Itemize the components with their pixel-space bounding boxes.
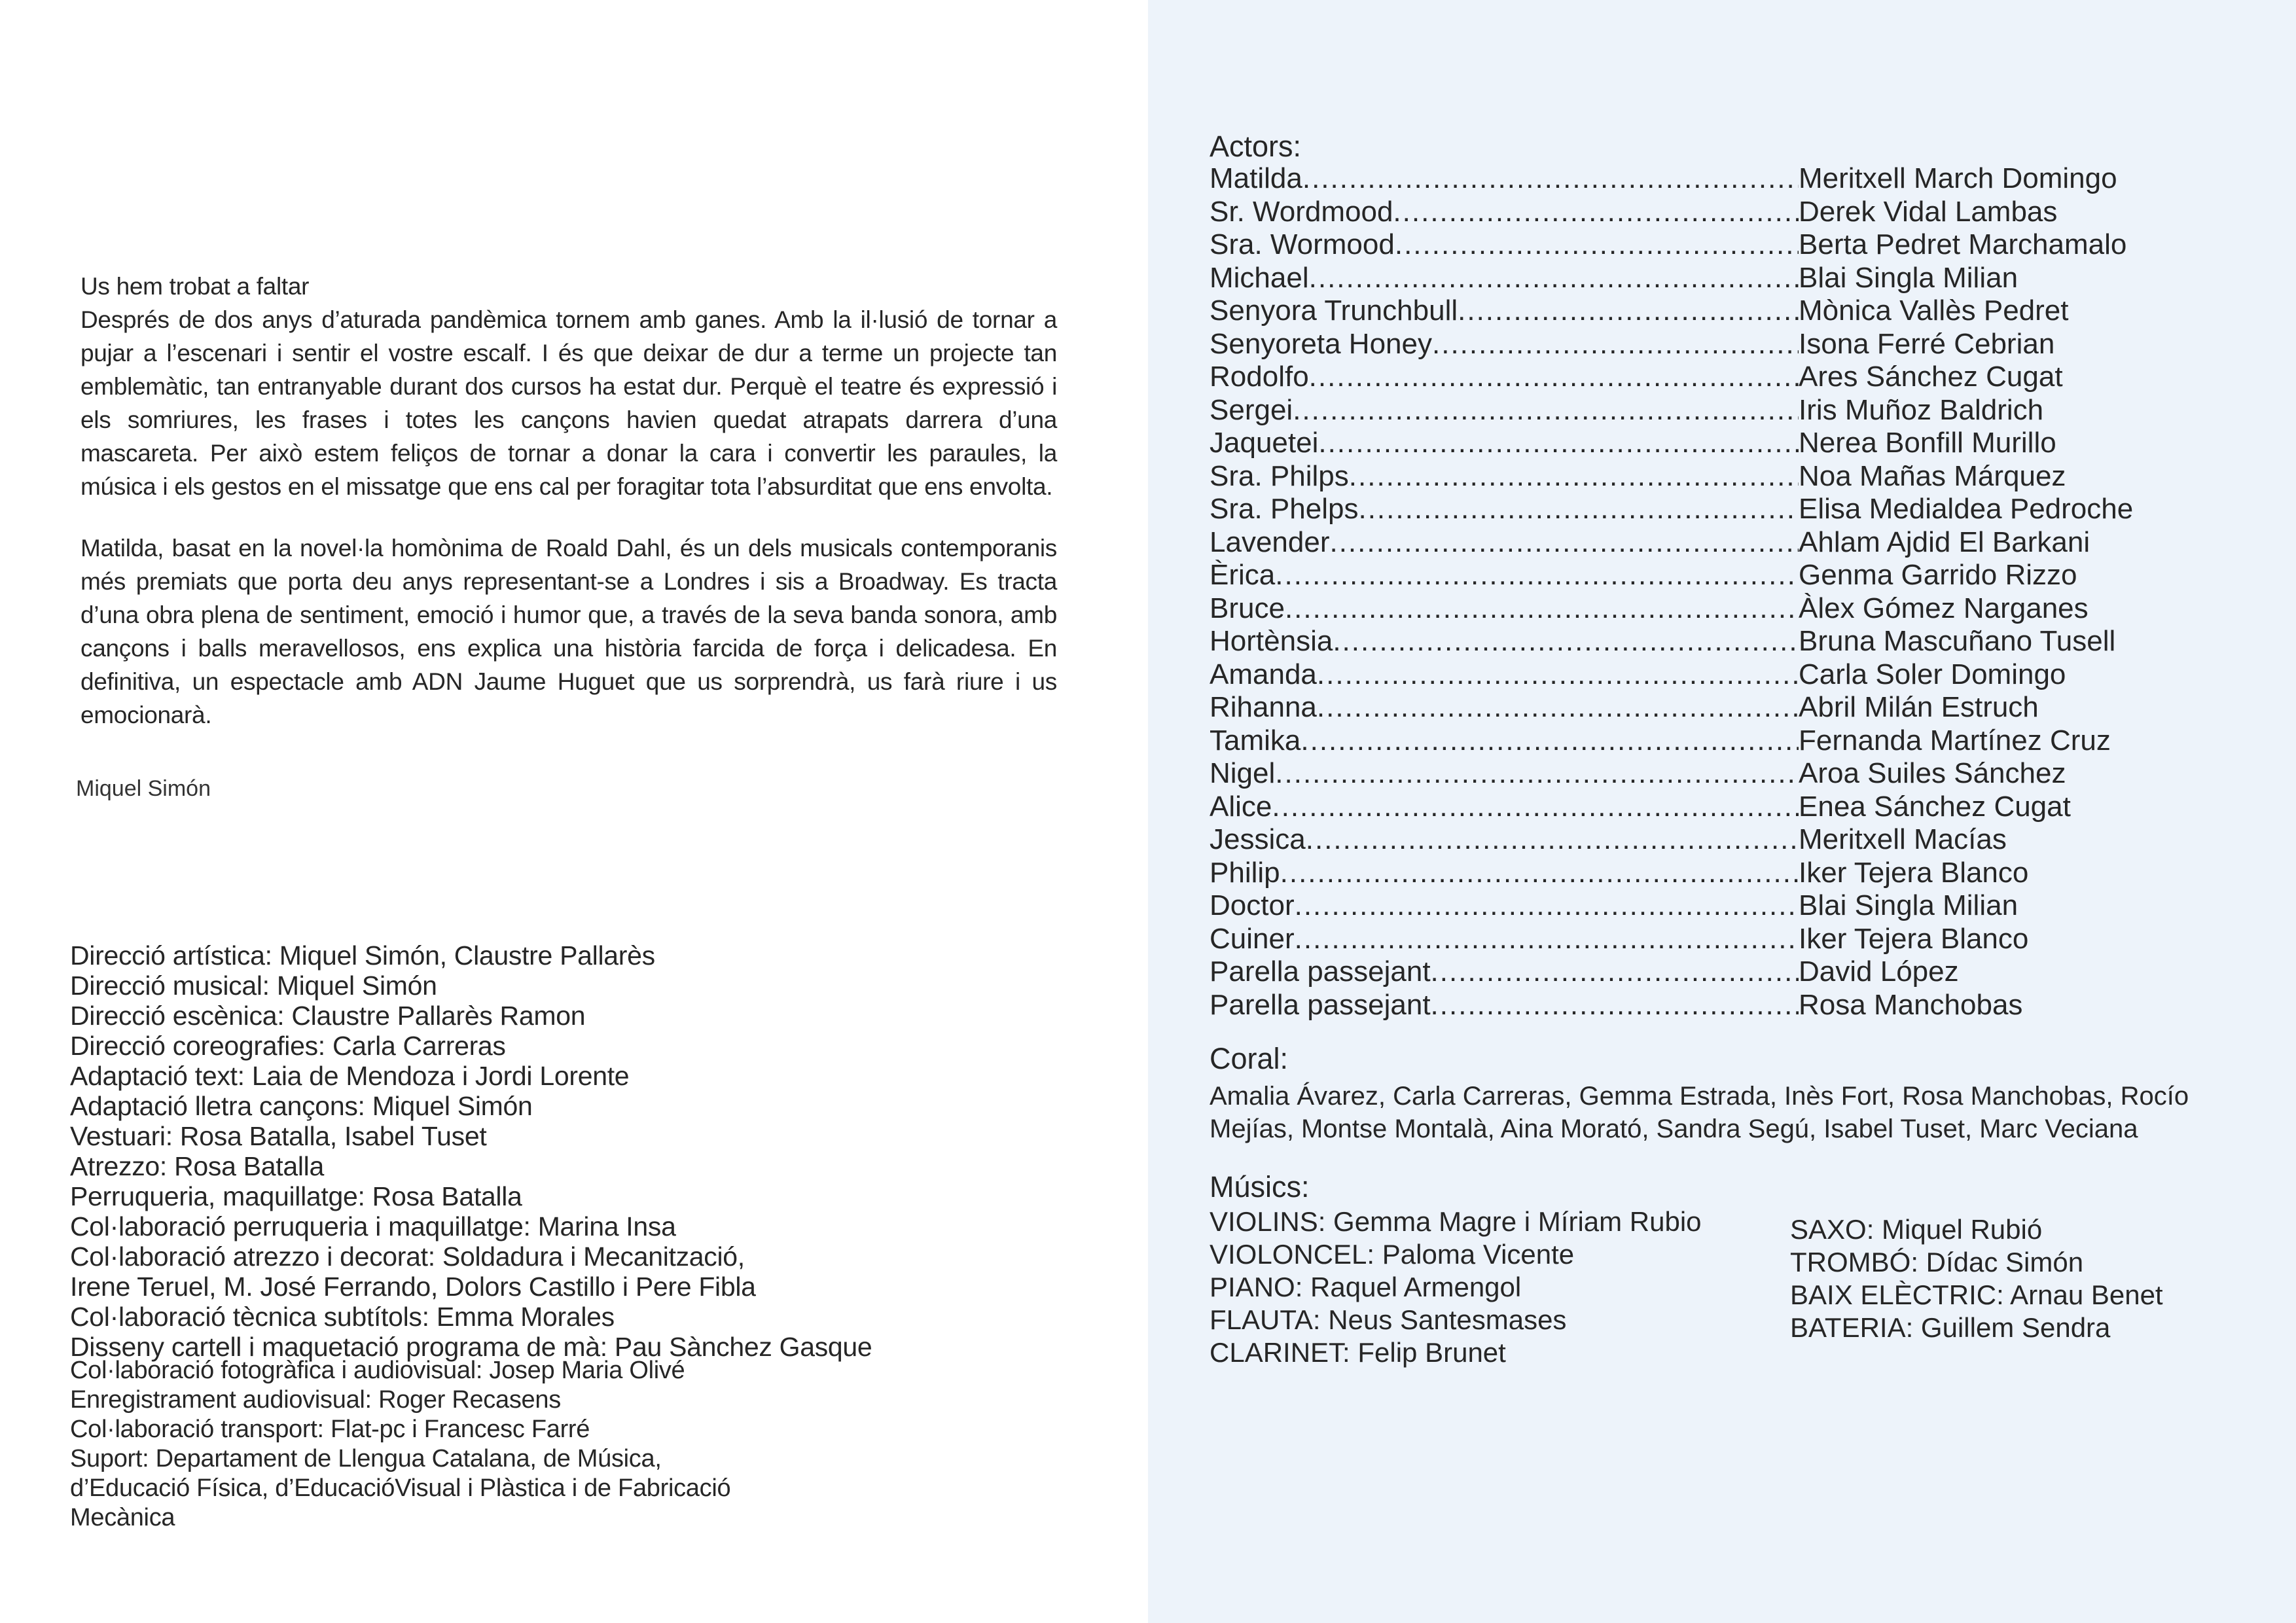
credit-line: Vestuari: Rosa Batalla, Isabel Tuset bbox=[70, 1121, 487, 1151]
credit-line: Direcció escènica: Claustre Pallarès Ramon bbox=[70, 1001, 586, 1031]
dot-leader bbox=[1275, 559, 1799, 592]
dot-leader bbox=[1275, 757, 1799, 790]
cast-actor-name: Derek Vidal Lambas bbox=[1799, 195, 2058, 228]
credits-list-secondary bbox=[70, 1356, 730, 1533]
cast-role: Alice bbox=[1210, 790, 1272, 823]
cast-role: Rihanna bbox=[1210, 691, 1317, 723]
dot-leader bbox=[1318, 427, 1799, 459]
cast-role-and-leader bbox=[1210, 228, 1799, 261]
cast-role: Bruce bbox=[1210, 592, 1285, 624]
actors-section-header: Actors: bbox=[1210, 130, 1302, 163]
credit-line: Adaptació lletra cançons: Miquel Simón bbox=[70, 1091, 533, 1121]
cast-role: Sra. Wormood bbox=[1210, 228, 1395, 260]
credit-line: Adaptació text: Laia de Mendoza i Jordi Lorente bbox=[70, 1061, 630, 1091]
cast-role-and-leader bbox=[1210, 658, 1799, 691]
credit-line: Perruqueria, maquillatge: Rosa Batalla bbox=[70, 1181, 522, 1211]
cast-list bbox=[1210, 162, 2257, 1022]
cast-role-and-leader bbox=[1210, 361, 1799, 393]
cast-actor-name: Meritxell March Domingo bbox=[1799, 162, 2117, 194]
cast-role-and-leader bbox=[1210, 394, 1799, 427]
cast-row bbox=[1210, 427, 2257, 460]
dot-leader bbox=[1349, 460, 1799, 493]
dot-leader bbox=[1333, 625, 1799, 658]
cast-actor-name: Genma Garrido Rizzo bbox=[1799, 559, 2077, 591]
cast-row bbox=[1210, 923, 2257, 956]
musician-line: VIOLINS: Gemma Magre i Míriam Rubio bbox=[1210, 1206, 1702, 1237]
cast-role-and-leader bbox=[1210, 559, 1799, 592]
musicians-column-left bbox=[1210, 1205, 1702, 1369]
dot-leader bbox=[1432, 328, 1799, 361]
cast-row bbox=[1210, 823, 2257, 857]
dot-leader bbox=[1280, 857, 1799, 889]
dot-leader bbox=[1309, 262, 1799, 294]
cast-actor-name: Iker Tejera Blanco bbox=[1799, 856, 2029, 889]
cast-actor-name: Ahlam Ajdid El Barkani bbox=[1799, 526, 2090, 558]
cast-row bbox=[1210, 889, 2257, 923]
cast-role: Jaquetei bbox=[1210, 427, 1319, 459]
credit-line: Irene Teruel, M. José Ferrando, Dolors Castillo i Pere Fibla bbox=[70, 1272, 756, 1302]
musicians-column-right bbox=[1790, 1213, 2163, 1344]
dot-leader bbox=[1458, 294, 1799, 327]
cast-actor-name: Berta Pedret Marchamalo bbox=[1799, 228, 2127, 260]
credit-line: Direcció artística: Miquel Simón, Claustre Pallarès bbox=[70, 940, 655, 971]
cast-role-and-leader bbox=[1210, 757, 1799, 790]
cast-role: Sr. Wordmood bbox=[1210, 195, 1393, 228]
cast-role-and-leader bbox=[1210, 857, 1799, 889]
cast-role-and-leader bbox=[1210, 294, 1799, 327]
signature-author: Miquel Simón bbox=[76, 776, 211, 801]
coral-section-header: Coral: bbox=[1210, 1042, 1289, 1075]
cast-row bbox=[1210, 493, 2257, 526]
dot-leader bbox=[1306, 823, 1799, 856]
dot-leader bbox=[1295, 889, 1799, 922]
cast-role: Senyora Trunchbull bbox=[1210, 294, 1458, 327]
cast-row bbox=[1210, 724, 2257, 758]
credit-line: Col·laboració tècnica subtítols: Emma Morales bbox=[70, 1302, 615, 1332]
cast-role: Èrica bbox=[1210, 559, 1276, 591]
cast-role-and-leader bbox=[1210, 526, 1799, 559]
cast-role: Philip bbox=[1210, 856, 1280, 889]
cast-role: Senyoreta Honey bbox=[1210, 327, 1432, 360]
cast-row bbox=[1210, 460, 2257, 493]
cast-role-and-leader bbox=[1210, 691, 1799, 724]
coral-members-line: Mejías, Montse Montalà, Aina Morató, Sandra Segú, Isabel Tuset, Marc Veciana bbox=[1210, 1115, 2138, 1143]
credit-line: Col·laboració perruqueria i maquillatge: Marina Insa bbox=[70, 1211, 676, 1241]
cast-actor-name: Isona Ferré Cebrian bbox=[1799, 327, 2055, 360]
credits-list-primary bbox=[70, 940, 872, 1362]
dot-leader bbox=[1358, 493, 1799, 526]
cast-row bbox=[1210, 526, 2257, 560]
cast-row bbox=[1210, 658, 2257, 692]
cast-role-and-leader bbox=[1210, 592, 1799, 625]
cast-row bbox=[1210, 791, 2257, 824]
musician-line: PIANO: Raquel Armengol bbox=[1210, 1272, 1522, 1302]
musician-line: CLARINET: Felip Brunet bbox=[1210, 1337, 1506, 1368]
dot-leader bbox=[1272, 791, 1799, 823]
credit-line: Enregistrament audiovisual: Roger Recasens bbox=[70, 1386, 561, 1414]
musician-line: TROMBÓ: Dídac Simón bbox=[1790, 1247, 2084, 1277]
credit-line: Suport: Departament de Llengua Catalana, de Música, bbox=[70, 1445, 662, 1472]
cast-actor-name: Elisa Medialdea Pedroche bbox=[1799, 493, 2134, 525]
cast-role-and-leader bbox=[1210, 493, 1799, 526]
cast-row bbox=[1210, 394, 2257, 427]
cast-row bbox=[1210, 262, 2257, 295]
cast-role: Jessica bbox=[1210, 823, 1306, 855]
musician-line: SAXO: Miquel Rubió bbox=[1790, 1214, 2043, 1245]
cast-role: Sergei bbox=[1210, 393, 1293, 426]
cast-row bbox=[1210, 196, 2257, 229]
credit-line: Mecànica bbox=[70, 1504, 175, 1531]
cast-role: Lavender bbox=[1210, 526, 1330, 558]
cast-actor-name: Noa Mañas Márquez bbox=[1799, 459, 2066, 492]
cast-role: Matilda bbox=[1210, 162, 1302, 194]
cast-actor-name: Iker Tejera Blanco bbox=[1799, 922, 2029, 955]
dot-leader bbox=[1317, 691, 1799, 724]
cast-row bbox=[1210, 228, 2257, 262]
cast-role-and-leader bbox=[1210, 889, 1799, 922]
dot-leader bbox=[1302, 162, 1799, 195]
cast-actor-name: Fernanda Martínez Cruz bbox=[1799, 724, 2111, 757]
cast-role: Parella passejant bbox=[1210, 955, 1431, 988]
cast-row bbox=[1210, 955, 2257, 989]
cast-role: Hortènsia bbox=[1210, 625, 1333, 657]
cast-role: Doctor bbox=[1210, 889, 1295, 921]
cast-role: Sra. Phelps bbox=[1210, 493, 1359, 525]
cast-role-and-leader bbox=[1210, 955, 1799, 988]
cast-actor-name: Ares Sánchez Cugat bbox=[1799, 361, 2063, 393]
cast-role-and-leader bbox=[1210, 460, 1799, 493]
cast-role-and-leader bbox=[1210, 823, 1799, 856]
credit-line: d’Educació Física, d’EducacióVisual i Plàstica i de Fabricació bbox=[70, 1474, 731, 1502]
cast-role-and-leader bbox=[1210, 923, 1799, 955]
cast-actor-name: David López bbox=[1799, 955, 1959, 988]
cast-role: Amanda bbox=[1210, 658, 1317, 690]
cast-role-and-leader bbox=[1210, 625, 1799, 658]
cast-row bbox=[1210, 328, 2257, 361]
cast-actor-name: Mònica Vallès Pedret bbox=[1799, 294, 2069, 327]
musician-line: VIOLONCEL: Paloma Vicente bbox=[1210, 1239, 1575, 1270]
cast-role-and-leader bbox=[1210, 328, 1799, 361]
intro-opening-line: Us hem trobat a faltar bbox=[81, 273, 310, 300]
cast-row bbox=[1210, 757, 2257, 791]
cast-role-and-leader bbox=[1210, 989, 1799, 1022]
cast-role-and-leader bbox=[1210, 724, 1799, 757]
dot-leader bbox=[1309, 361, 1799, 393]
cast-row bbox=[1210, 361, 2257, 394]
musician-line: BATERIA: Guillem Sendra bbox=[1790, 1312, 2111, 1343]
dot-leader bbox=[1431, 955, 1799, 988]
dot-leader bbox=[1317, 658, 1799, 691]
cast-actor-name: Iris Muñoz Baldrich bbox=[1799, 393, 2044, 426]
dot-leader bbox=[1293, 394, 1799, 427]
cast-actor-name: Aroa Suiles Sánchez bbox=[1799, 757, 2066, 789]
cast-role-and-leader bbox=[1210, 196, 1799, 228]
cast-actor-name: Bruna Mascuñano Tusell bbox=[1799, 625, 2116, 657]
cast-role: Tamika bbox=[1210, 724, 1301, 757]
coral-members-line: Amalia Ávarez, Carla Carreras, Gemma Estrada, Inès Fort, Rosa Manchobas, Rocío bbox=[1210, 1082, 2189, 1111]
musician-line: FLAUTA: Neus Santesmases bbox=[1210, 1304, 1567, 1335]
dot-leader bbox=[1393, 196, 1799, 228]
cast-actor-name: Carla Soler Domingo bbox=[1799, 658, 2066, 690]
cast-row bbox=[1210, 294, 2257, 328]
cast-role: Sra. Philps bbox=[1210, 459, 1349, 492]
musician-line: BAIX ELÈCTRIC: Arnau Benet bbox=[1790, 1279, 2163, 1310]
cast-role: Cuiner bbox=[1210, 922, 1295, 955]
cast-actor-name: Meritxell Macías bbox=[1799, 823, 2007, 855]
cast-role-and-leader bbox=[1210, 427, 1799, 459]
cast-row bbox=[1210, 559, 2257, 592]
musicians-section-header: Músics: bbox=[1210, 1170, 1310, 1204]
cast-actor-name: Àlex Gómez Narganes bbox=[1799, 592, 2089, 624]
cast-actor-name: Rosa Manchobas bbox=[1799, 988, 2023, 1021]
cast-row bbox=[1210, 857, 2257, 890]
cast-row bbox=[1210, 625, 2257, 658]
dot-leader bbox=[1300, 724, 1799, 757]
cast-row bbox=[1210, 592, 2257, 626]
cast-role: Michael bbox=[1210, 261, 1309, 294]
credit-line: Col·laboració transport: Flat-pc i Francesc Farré bbox=[70, 1416, 590, 1443]
intro-paragraph-1: Després de dos anys d’aturada pandèmica tornem amb ganes. Amb la il·lusió de tornar a pujar a l’escenari i sentir el vostre escalf. I és que deixar de dur a terme un projecte tan emblemàtic, tan entranyable durant dos cursos ha estat dur. Perquè el teatre és expressió i els somriures, les frases i totes les cançons havien quedat atrapats darrera d’una mascareta. Per això estem feliços de tornar a donar la cara i convertir les paraules, la música i els gestos en el missatge que ens cal per foragitar tota l’absurditat que ens envolta. bbox=[81, 306, 1057, 500]
coral-members bbox=[1210, 1080, 2270, 1145]
cast-role: Nigel bbox=[1210, 757, 1276, 789]
credit-line: Direcció musical: Miquel Simón bbox=[70, 971, 437, 1001]
cast-actor-name: Blai Singla Milian bbox=[1799, 889, 2018, 921]
dot-leader bbox=[1431, 989, 1799, 1022]
credit-line: Disseny cartell i maquetació programa de mà: Pau Sànchez Gasque bbox=[70, 1332, 872, 1362]
credit-line: Col·laboració atrezzo i decorat: Soldadura i Mecanització, bbox=[70, 1241, 745, 1272]
cast-role: Rodolfo bbox=[1210, 361, 1309, 393]
cast-actor-name: Abril Milán Estruch bbox=[1799, 691, 2039, 723]
cast-row bbox=[1210, 989, 2257, 1022]
cast-row bbox=[1210, 691, 2257, 724]
cast-role-and-leader bbox=[1210, 162, 1799, 195]
credit-line: Atrezzo: Rosa Batalla bbox=[70, 1151, 324, 1181]
credit-line: Direcció coreografies: Carla Carreras bbox=[70, 1031, 506, 1061]
credit-line: Col·laboració fotogràfica i audiovisual: Josep Maria Olivé bbox=[70, 1357, 685, 1384]
cast-actor-name: Enea Sánchez Cugat bbox=[1799, 790, 2071, 823]
cast-role: Parella passejant bbox=[1210, 988, 1431, 1021]
intro-paragraph-2: Matilda, basat en la novel·la homònima de Roald Dahl, és un dels musicals contemporanis més premiats que porta deu anys representant-se a Londres i sis a Broadway. Es tracta d’una obra plena de sentiment, emoció i humor que, a través de la seva banda sonora, amb cançons i balls meravellosos, ens explica una història farcida de força i delicadesa. En definitiva, un espectacle amb ADN Jaume Huguet que us sorprendrà, us farà riure i us emocionarà. bbox=[81, 535, 1057, 728]
intro-text-block bbox=[81, 270, 1057, 732]
dot-leader bbox=[1329, 526, 1799, 559]
dot-leader bbox=[1295, 923, 1799, 955]
right-page bbox=[1148, 0, 2296, 1623]
dot-leader bbox=[1395, 228, 1799, 261]
cast-actor-name: Nerea Bonfill Murillo bbox=[1799, 427, 2056, 459]
cast-row bbox=[1210, 162, 2257, 196]
cast-role-and-leader bbox=[1210, 791, 1799, 823]
cast-actor-name: Blai Singla Milian bbox=[1799, 261, 2018, 294]
dot-leader bbox=[1285, 592, 1799, 625]
cast-role-and-leader bbox=[1210, 262, 1799, 294]
